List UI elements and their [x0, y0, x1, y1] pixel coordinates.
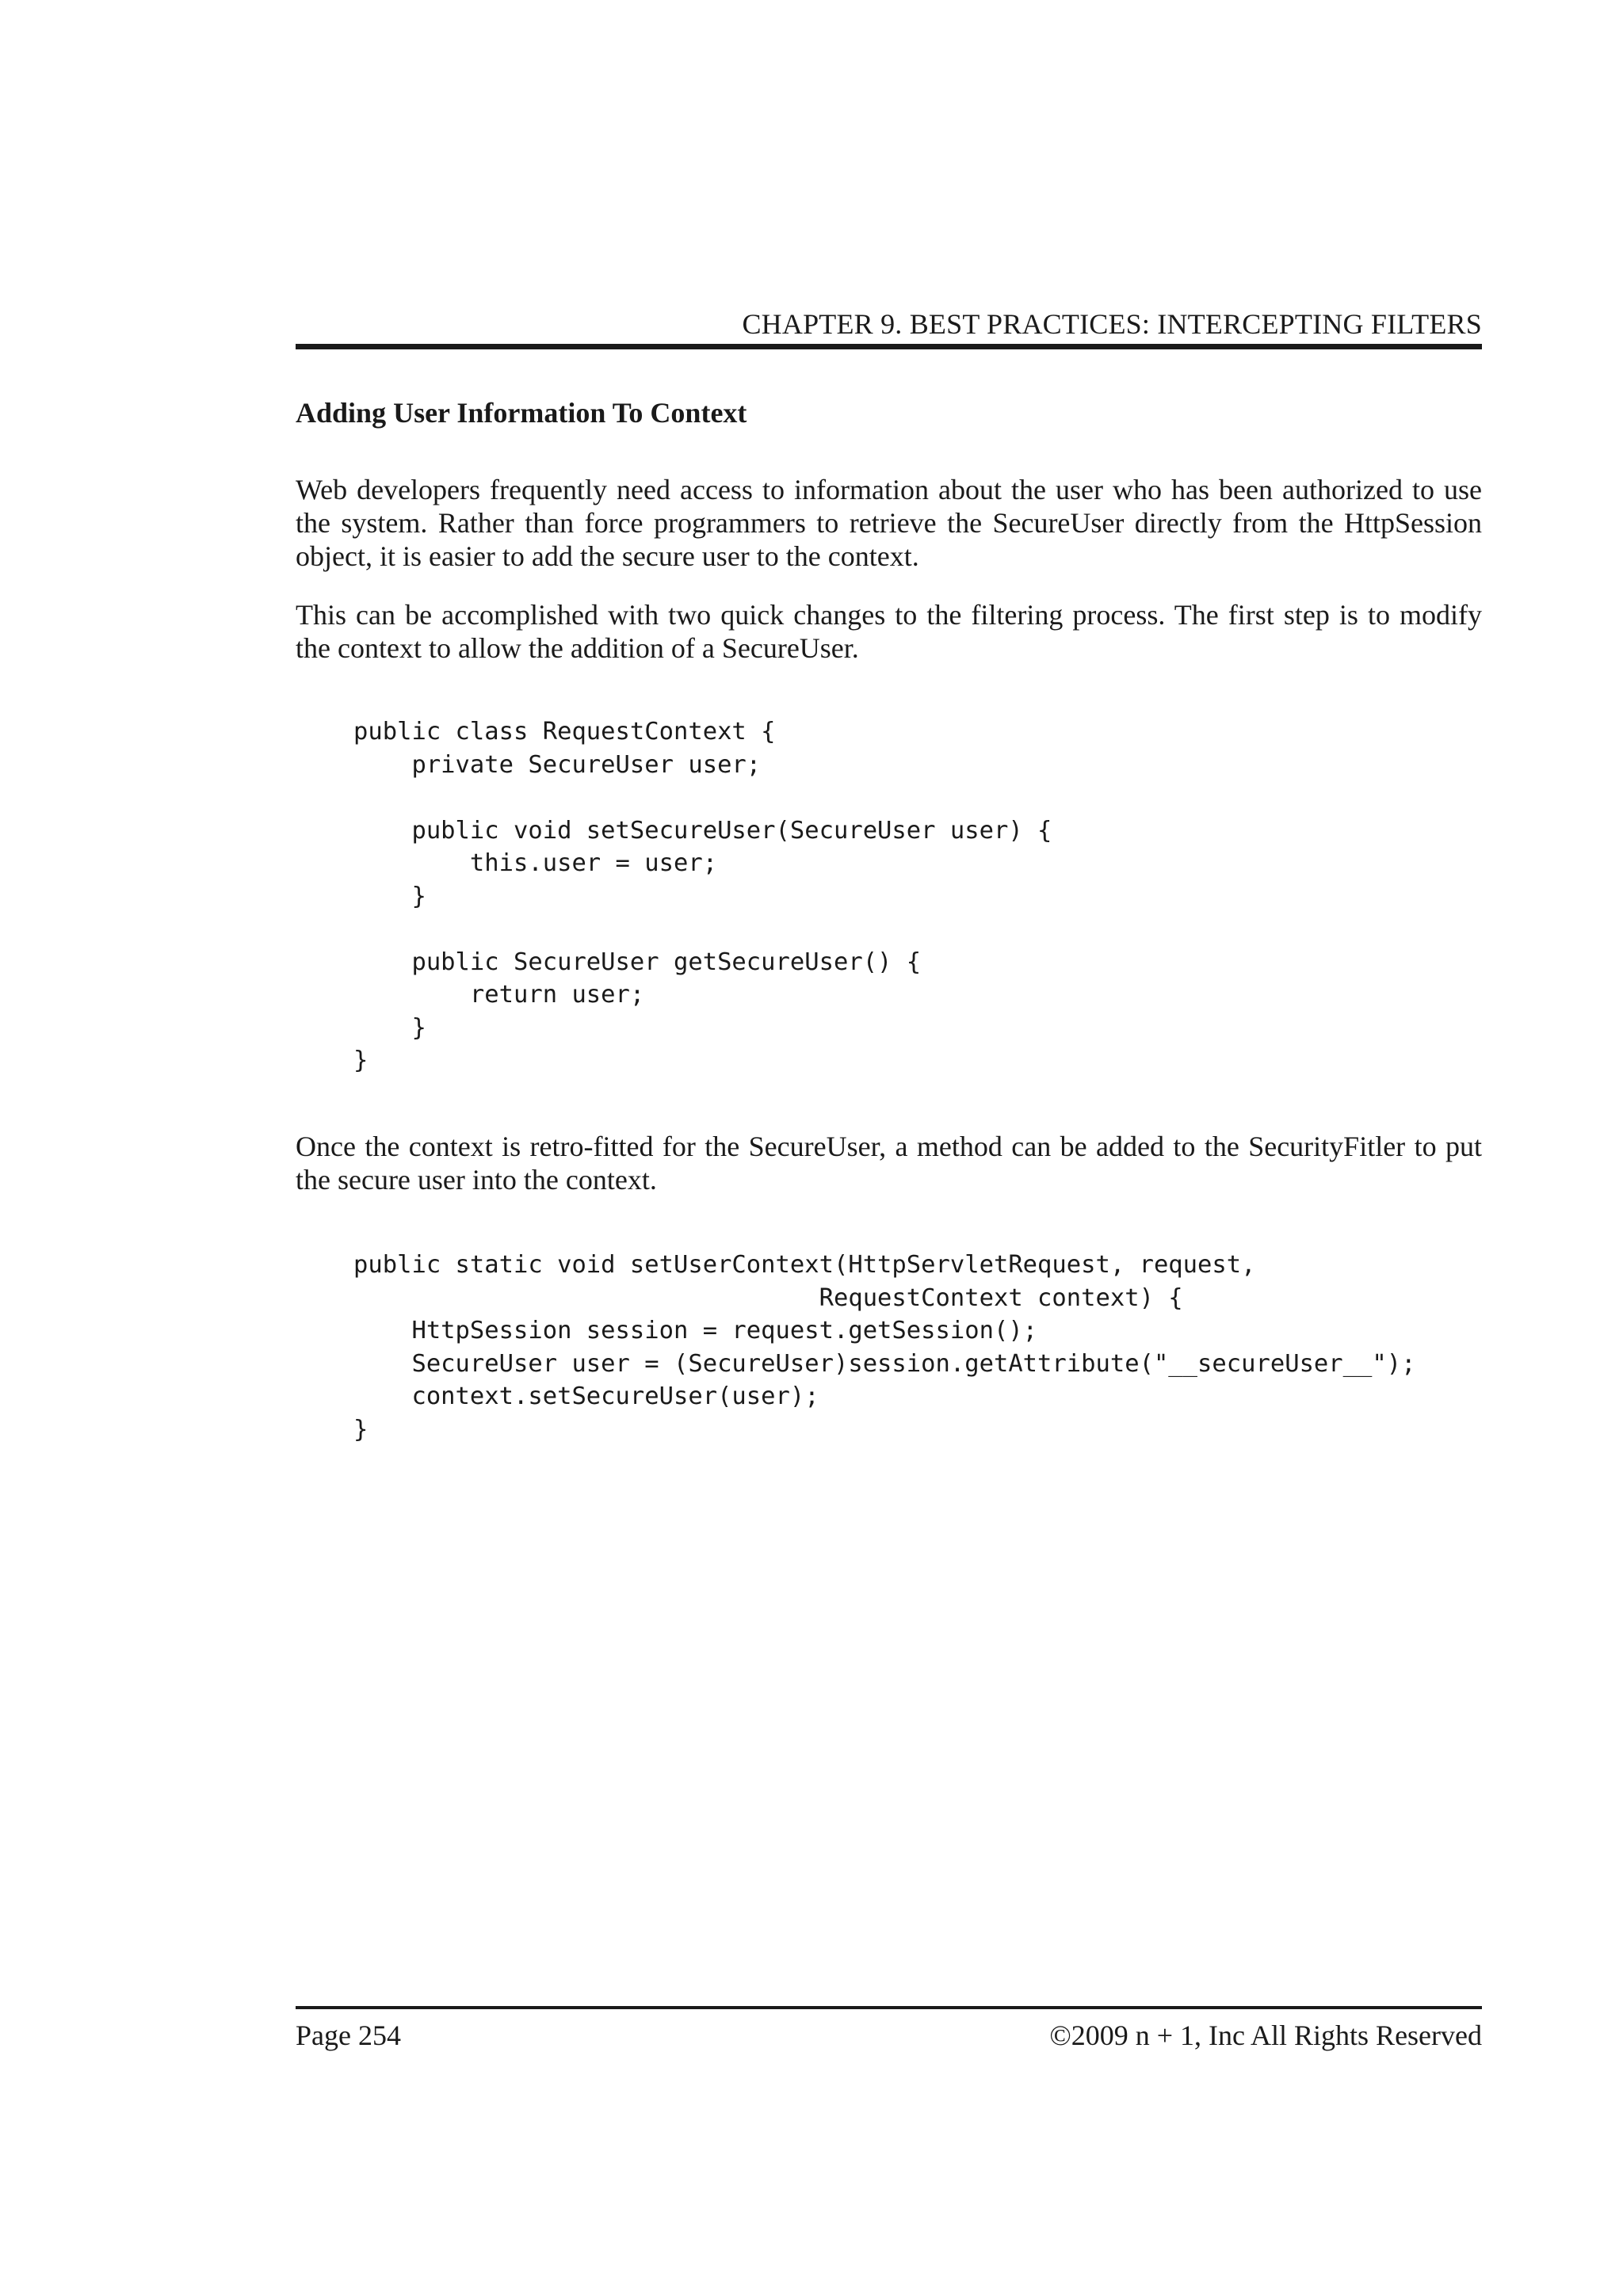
paragraph-retrofit: Once the context is retro-fitted for the SecureUser, a method can be added to the SecurityFitler to put the secure user into the context. — [296, 1131, 1482, 1196]
code-line: } — [353, 882, 426, 910]
code-line: SecureUser user = (SecureUser)session.getAttribute("__secureUser__"); — [353, 1349, 1416, 1378]
header-rule — [296, 344, 1482, 349]
code-line: } — [353, 1415, 369, 1444]
code-line: public SecureUser getSecureUser() { — [353, 948, 922, 976]
running-header: CHAPTER 9. BEST PRACTICES: INTERCEPTING FILTERS — [742, 308, 1482, 340]
section-heading: Adding User Information To Context — [296, 397, 747, 429]
code-line — [353, 781, 1052, 814]
code-line: public void setSecureUser(SecureUser user) { — [353, 816, 1052, 845]
copyright-notice: ©2009 n + 1, Inc All Rights Reserved — [1049, 2019, 1482, 2051]
code-line: public static void setUserContext(HttpServletRequest, request, — [353, 1251, 1256, 1279]
code-line: return user; — [353, 981, 645, 1009]
code-line: } — [353, 1013, 426, 1042]
code-line — [353, 913, 1052, 946]
code-line: HttpSession session = request.getSession(); — [353, 1317, 1038, 1344]
code-block-set-user-context — [353, 1249, 1415, 1446]
code-line: public class RequestContext { — [353, 718, 776, 746]
paragraph-intro: Web developers frequently need access to information about the user who has been authorized to use the system. Rather than force programmers to retrieve the SecureUser directly from the HttpSession object, it is easier to add the secure user to the context. — [296, 474, 1482, 572]
page-number: Page 254 — [296, 2019, 401, 2051]
code-block-request-context — [353, 715, 1052, 1077]
code-line: this.user = user; — [353, 849, 718, 877]
document-page — [296, 0, 1482, 2296]
code-line: RequestContext context) { — [353, 1283, 1183, 1312]
code-line: private SecureUser user; — [353, 750, 762, 779]
code-line: context.setSecureUser(user); — [353, 1383, 819, 1410]
paragraph-first-step: This can be accomplished with two quick changes to the filtering process. The first step is to modify the context to allow the addition of a SecureUser. — [296, 599, 1482, 664]
code-line: } — [353, 1047, 369, 1074]
footer-rule — [296, 2006, 1482, 2009]
